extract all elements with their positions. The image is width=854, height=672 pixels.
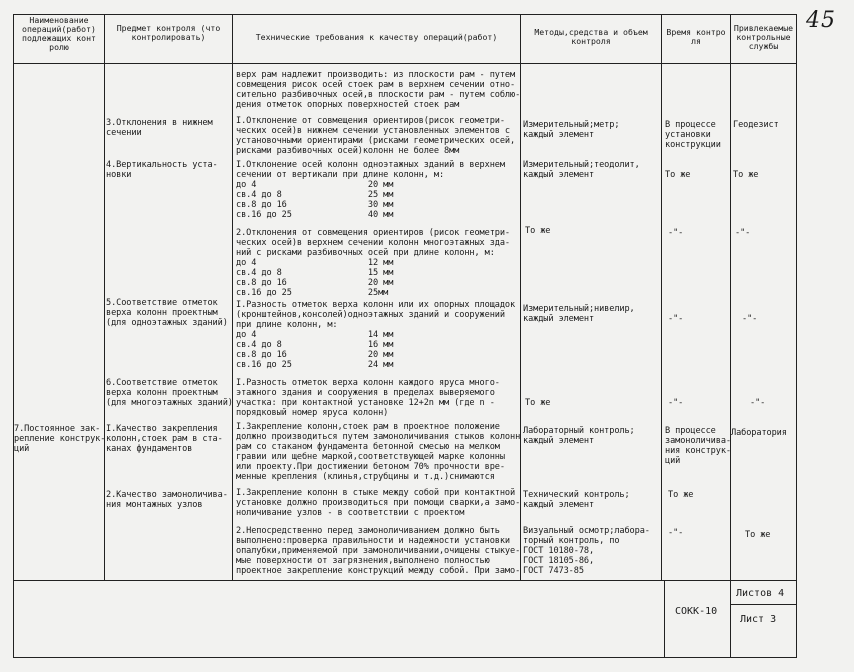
header-services: Привлекаемые контрольные службы [733, 23, 794, 51]
sheet-number: Лист 3 [740, 614, 777, 625]
time-cell: В процессе замоноличива- ния конструк- ций [665, 426, 731, 466]
method-cell: То же [525, 226, 551, 236]
req-cell: I.Закрепление колонн,стоек рам в проектное положение должно производиться путем замоноличивания стыков колонн рам со стаканом фундамента бетонной смесью на мелком гравии или щебне маркой,соответствующей марке колонны или проекту.При достижении бетоном 70% прочности вре- менные крепления (клинья,струбцины и т.д.)снимаются [236, 422, 521, 482]
col-separator-5 [730, 14, 731, 581]
service-cell: То же [733, 170, 759, 180]
service-cell: -"- [742, 314, 758, 324]
method-cell: Измерительный;метр; каждый элемент [523, 120, 620, 140]
subject-cell: 5.Соответствие отметок верха колонн проектным (для одноэтажных зданий) [106, 298, 228, 328]
method-cell: То же [525, 398, 551, 408]
service-cell: Лаборатория [731, 428, 787, 438]
col-separator-3 [520, 14, 521, 581]
time-cell: -"- [668, 528, 684, 538]
req-cell: I.Закрепление колонн в стыке между собой при контактной установке должно производиться при помощи сварки,а замо- ноличивание узлов - в соответствии с проектом [236, 488, 521, 518]
stamp-left-line [664, 580, 665, 658]
time-cell: -"- [668, 398, 684, 408]
table-bottom-line [13, 580, 797, 581]
method-cell: Измерительный;нивелир, каждый элемент [523, 304, 635, 324]
col-separator-2 [232, 14, 233, 581]
frame-bottom [13, 657, 797, 658]
stamp-mid-hline [730, 604, 796, 605]
time-cell: То же [665, 170, 691, 180]
operation-cell: 7.Постоянное зак- репление конструк- ций [14, 424, 106, 454]
req-cell: 2.Отклонения от совмещения ориентиров (рисок геометри- ческих осей)в верхнем сечении колонн многоэтажных зда- ний с рисками разбивочных осей при длине колонн, м: до 4 12 мм св.4 до 8 15 мм св.8 до 16 20 мм св.16 до 25 25мм [236, 228, 510, 298]
time-cell: В процессе установки конструкции [665, 120, 721, 150]
subject-cell: 2.Качество замоноличива- ния монтажных узлов [106, 490, 228, 510]
req-cell: верх рам надлежит производить: из плоскости рам - путем совмещения рисок осей стоек рам в верхнем сечении отно- сительно разбивочных осей,в плоскости рам - путем соблю- дения отметок опорных поверхностей стоек рам [236, 70, 521, 110]
req-cell: I.Отклонение от совмещения ориентиров(рисок геометри- ческих осей)в нижнем сечении установленных элементов с установочными ориентирами (рисками геометрических осей, рисками разбивочных осей)колонн не более 8мм [236, 116, 516, 156]
time-cell: -"- [668, 228, 684, 238]
header-bottom-line [13, 63, 797, 64]
stamp-mid-line [730, 580, 731, 658]
subject-cell: 3.Отклонения в нижнем сечении [106, 118, 213, 138]
method-cell: Технический контроль; каждый элемент [523, 490, 630, 510]
header-requirements: Технические требования к качеству операций(работ) [255, 32, 498, 42]
frame-left [13, 14, 14, 658]
service-cell: -"- [735, 228, 751, 238]
req-cell: I.Отклонение осей колонн одноэтажных зданий в верхнем сечении от вертикали при длине колонн, м: до 4 20 мм св.4 до 8 25 мм св.8 до 16 30 мм св.16 до 25 40 мм [236, 160, 505, 220]
header-subject: Предмет контроля (что контролировать) [116, 23, 221, 42]
col-separator-4 [661, 14, 662, 581]
header-operations: Наименование операций(работ) подлежащих конт ролю [22, 15, 96, 52]
sheets-count: Листов 4 [736, 588, 785, 599]
header-methods: Методы,средства и объем контроля [534, 27, 648, 46]
service-cell: -"- [750, 398, 766, 408]
col-separator-1 [104, 14, 105, 581]
req-cell: 2.Непосредственно перед замоноличиванием должно быть выполнено:проверка правильности и надежности установки опалубки,применяемой при замоноличивании,очищены стыкуе- мые поверхности от загрязнения,выполнено полностью проектное закрепление конструкций между собой. При замо- [236, 526, 521, 576]
req-cell: I.Разность отметок верха колонн каждого яруса много- этажного здания и сооружения в пределах выверяемого участка: при контактной установке 12+2n мм (где n - порядковый номер яруса колонн) [236, 378, 500, 418]
header-time: Время контро ля [666, 27, 726, 46]
subject-cell: 4.Вертикальность уста- новки [106, 160, 218, 180]
page-number: 45 [806, 8, 836, 33]
time-cell: -"- [668, 314, 684, 324]
method-cell: Лабораторный контроль; каждый элемент [523, 426, 635, 446]
method-cell: Измерительный;теодолит, каждый элемент [523, 160, 640, 180]
document-code: СОКК-10 [675, 606, 718, 617]
subject-cell: 6.Соответствие отметок верха колонн проектным (для многоэтажных зданий) [106, 378, 233, 408]
frame-top [13, 14, 797, 15]
method-cell: Визуальный осмотр;лабора- торный контроль, по ГОСТ 10180-78, ГОСТ 18105-86, ГОСТ 7473-85 [523, 526, 650, 576]
service-cell: Геодезист [733, 120, 779, 130]
req-cell: I.Разность отметок верха колонн или их опорных площадок (кронштейнов,консолей)одноэтажных зданий и сооружений при длине колонн, м: до 4 14 мм св.4 до 8 16 мм св.8 до 16 20 мм св.16 до 25 24 мм [236, 300, 516, 370]
service-cell: То же [745, 530, 771, 540]
time-cell: То же [668, 490, 694, 500]
frame-right [796, 14, 797, 658]
subject-cell: I.Качество закрепления колонн,стоек рам в ста- канах фундаментов [106, 424, 223, 454]
